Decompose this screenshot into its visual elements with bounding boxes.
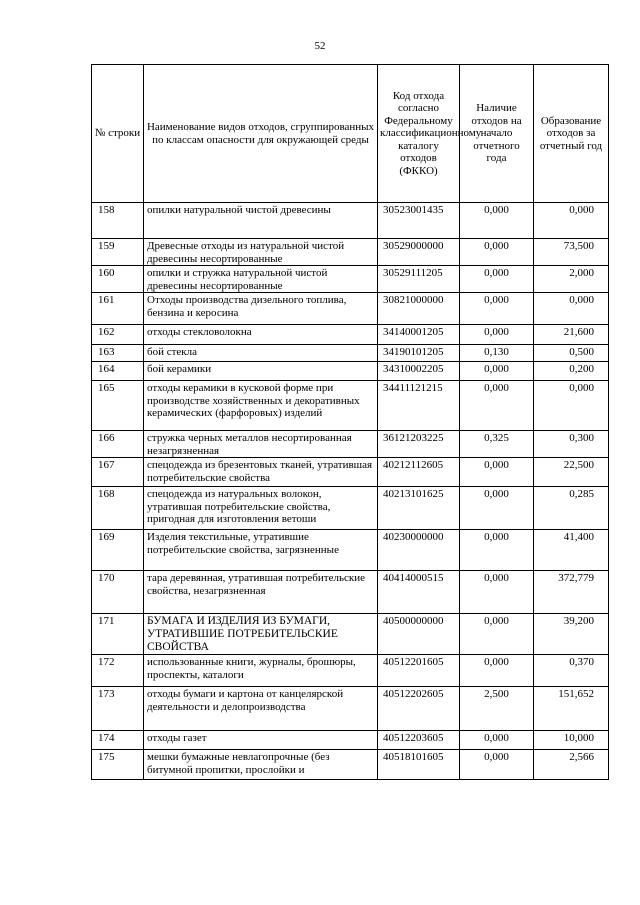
row-number: 160 (92, 266, 144, 293)
table-row (92, 345, 609, 362)
start-amount: 0,000 (460, 381, 534, 431)
waste-code: 40512202605 (378, 687, 460, 731)
formed-amount: 0,000 (534, 293, 609, 325)
row-number: 174 (92, 731, 144, 750)
waste-code: 40414000515 (378, 571, 460, 614)
row-number: 170 (92, 571, 144, 614)
waste-name: Отходы производства дизельного топлива, бензина и керосина (144, 293, 378, 325)
table-row (92, 731, 609, 750)
waste-name: стружка черных металлов несортированная незагрязненная (144, 431, 378, 458)
waste-code: 40500000000 (378, 614, 460, 655)
waste-name: опилки натуральной чистой древесины (144, 203, 378, 239)
waste-code: 34190101205 (378, 345, 460, 362)
header-formed: Образование отходов за отчетный год (534, 65, 609, 203)
row-number: 175 (92, 750, 144, 780)
table-row (92, 458, 609, 487)
waste-code: 30821000000 (378, 293, 460, 325)
waste-name: использованные книги, журналы, брошюры, проспекты, каталоги (144, 655, 378, 687)
table-body (92, 203, 609, 780)
table-row (92, 431, 609, 458)
waste-code: 30529111205 (378, 266, 460, 293)
row-number: 168 (92, 487, 144, 530)
waste-code: 30523001435 (378, 203, 460, 239)
start-amount: 0,000 (460, 487, 534, 530)
start-amount: 0,000 (460, 571, 534, 614)
row-number: 164 (92, 362, 144, 381)
formed-amount: 39,200 (534, 614, 609, 655)
waste-code: 34140001205 (378, 325, 460, 345)
formed-amount: 22,500 (534, 458, 609, 487)
start-amount: 0,000 (460, 750, 534, 780)
waste-code: 34310002205 (378, 362, 460, 381)
table-row (92, 614, 609, 655)
row-number: 167 (92, 458, 144, 487)
header-start: Наличие отходов на начало отчетного года (460, 65, 534, 203)
waste-name: отходы стекловолокна (144, 325, 378, 345)
start-amount: 0,130 (460, 345, 534, 362)
header-name: Наименование видов отходов, сгруппированных по классам опасности для окружающей среды (144, 65, 378, 203)
table-row (92, 362, 609, 381)
start-amount: 0,000 (460, 614, 534, 655)
start-amount: 0,000 (460, 362, 534, 381)
table-row (92, 381, 609, 431)
table-row (92, 203, 609, 239)
formed-amount: 2,000 (534, 266, 609, 293)
row-number: 169 (92, 530, 144, 571)
row-number: 161 (92, 293, 144, 325)
page-number: 52 (314, 40, 326, 52)
formed-amount: 2,566 (534, 750, 609, 780)
header-num: № строки (92, 65, 144, 203)
start-amount: 0,000 (460, 325, 534, 345)
waste-name: мешки бумажные невлагопрочные (без битумной пропитки, прослойки и (144, 750, 378, 780)
row-number: 166 (92, 431, 144, 458)
table-row (92, 487, 609, 530)
waste-name: БУМАГА И ИЗДЕЛИЯ ИЗ БУМАГИ, УТРАТИВШИЕ ПОТРЕБИТЕЛЬСКИЕ СВОЙСТВА (144, 614, 378, 655)
formed-amount: 10,000 (534, 731, 609, 750)
start-amount: 0,000 (460, 203, 534, 239)
waste-code: 40213101625 (378, 487, 460, 530)
row-number: 171 (92, 614, 144, 655)
start-amount: 0,000 (460, 530, 534, 571)
table-row (92, 750, 609, 780)
formed-amount: 73,500 (534, 239, 609, 266)
waste-name: тара деревянная, утратившая потребительские свойства, незагрязненная (144, 571, 378, 614)
table-row (92, 687, 609, 731)
waste-name: отходы бумаги и картона от канцелярской деятельности и делопроизводства (144, 687, 378, 731)
row-number: 158 (92, 203, 144, 239)
formed-amount: 0,500 (534, 345, 609, 362)
table-row (92, 655, 609, 687)
table-row (92, 239, 609, 266)
formed-amount: 0,285 (534, 487, 609, 530)
formed-amount: 372,779 (534, 571, 609, 614)
waste-name: Изделия текстильные, утратившие потребительские свойства, загрязненные (144, 530, 378, 571)
formed-amount: 41,400 (534, 530, 609, 571)
waste-name: отходы газет (144, 731, 378, 750)
start-amount: 0,000 (460, 655, 534, 687)
waste-name: опилки и стружка натуральной чистой древесины несортированные (144, 266, 378, 293)
row-number: 173 (92, 687, 144, 731)
start-amount: 2,500 (460, 687, 534, 731)
table-row (92, 325, 609, 345)
waste-name: бой стекла (144, 345, 378, 362)
waste-code: 40212112605 (378, 458, 460, 487)
waste-name: бой керамики (144, 362, 378, 381)
table-row (92, 266, 609, 293)
start-amount: 0,325 (460, 431, 534, 458)
formed-amount: 0,200 (534, 362, 609, 381)
start-amount: 0,000 (460, 293, 534, 325)
formed-amount: 0,370 (534, 655, 609, 687)
row-number: 163 (92, 345, 144, 362)
row-number: 165 (92, 381, 144, 431)
formed-amount: 21,600 (534, 325, 609, 345)
waste-table (91, 64, 609, 780)
row-number: 172 (92, 655, 144, 687)
waste-code: 36121203225 (378, 431, 460, 458)
waste-name: спецодежда из брезентовых тканей, утратившая потребительские свойства (144, 458, 378, 487)
formed-amount: 151,652 (534, 687, 609, 731)
formed-amount: 0,300 (534, 431, 609, 458)
formed-amount: 0,000 (534, 203, 609, 239)
waste-code: 40230000000 (378, 530, 460, 571)
header-code: Код отхода согласно Федеральному классификационному каталогу отходов (ФККО) (378, 65, 460, 203)
start-amount: 0,000 (460, 731, 534, 750)
formed-amount: 0,000 (534, 381, 609, 431)
waste-code: 30529000000 (378, 239, 460, 266)
waste-code: 40518101605 (378, 750, 460, 780)
start-amount: 0,000 (460, 458, 534, 487)
table-row (92, 571, 609, 614)
start-amount: 0,000 (460, 239, 534, 266)
table-row (92, 530, 609, 571)
header-row (92, 65, 609, 203)
waste-name: спецодежда из натуральных волокон, утратившая потребительские свойства, пригодная для изготовления ветоши (144, 487, 378, 530)
waste-code: 40512201605 (378, 655, 460, 687)
waste-name: Древесные отходы из натуральной чистой древесины несортированные (144, 239, 378, 266)
row-number: 159 (92, 239, 144, 266)
waste-name: отходы керамики в кусковой форме при производстве хозяйственных и декоративных керамических (фарфоровых) изделий (144, 381, 378, 431)
row-number: 162 (92, 325, 144, 345)
start-amount: 0,000 (460, 266, 534, 293)
waste-code: 34411121215 (378, 381, 460, 431)
table-row (92, 293, 609, 325)
waste-code: 40512203605 (378, 731, 460, 750)
